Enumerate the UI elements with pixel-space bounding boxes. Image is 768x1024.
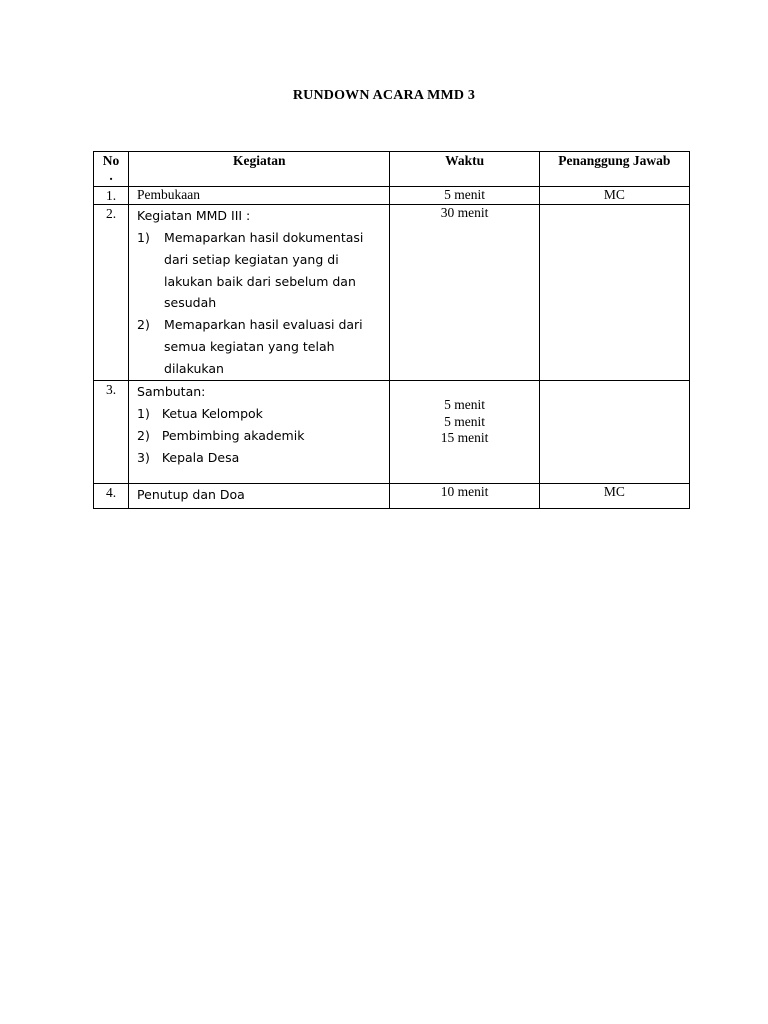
activity-cell: Pembukaan [129, 187, 390, 205]
time-cell: 30 menit [390, 205, 539, 381]
list-text: Ketua Kelompok [161, 406, 263, 421]
list-line: dilakukan [164, 360, 224, 376]
table-row [94, 187, 690, 205]
responsible-cell: MC [539, 187, 689, 205]
responsible-cell: MC [539, 484, 689, 509]
row-number: 4. [94, 484, 129, 509]
list-line: lakukan baik dari sebelum dan [164, 273, 356, 289]
list-line: semua kegiatan yang telah [164, 338, 335, 354]
activity-cell [129, 381, 390, 484]
time-value: 15 menit [440, 430, 489, 445]
list-text [164, 314, 363, 379]
responsible-cell [539, 381, 689, 484]
list-text [164, 227, 363, 314]
list-number: 1) [137, 406, 150, 421]
list-item [137, 425, 389, 447]
list-number: 1) [137, 230, 150, 245]
time-value: 5 menit [444, 413, 486, 429]
list-number: 3) [137, 450, 150, 465]
table-row [94, 205, 690, 381]
list-text: Kepala Desa [161, 450, 240, 465]
row-number: 2. [94, 205, 129, 381]
list-number: 2) [137, 428, 150, 443]
rundown-table [93, 151, 690, 509]
header-kegiatan: Kegiatan [129, 152, 390, 187]
list-item [137, 314, 389, 379]
list-item [137, 447, 389, 469]
row-number: 3. [94, 381, 129, 484]
activity-cell [129, 205, 390, 381]
list-line: sesudah [164, 295, 217, 311]
activity-heading: Sambutan: [137, 384, 206, 399]
list-item [137, 227, 389, 314]
list-line: Memaparkan hasil evaluasi dari [164, 317, 363, 333]
list-line: Memaparkan hasil dokumentasi [164, 230, 364, 245]
document-title: RUNDOWN ACARA MMD 3 [292, 88, 476, 103]
time-cell: 10 menit [390, 484, 539, 509]
activity-heading: Kegiatan MMD III : [137, 208, 251, 223]
time-cell [390, 381, 539, 484]
table-row [94, 484, 690, 509]
list-item [137, 403, 389, 425]
responsible-cell [539, 205, 689, 381]
header-no: No . [94, 152, 129, 187]
table-header-row [94, 152, 690, 187]
table-row [94, 381, 690, 484]
list-number: 2) [137, 317, 150, 333]
list-text: Pembimbing akademik [161, 428, 305, 443]
activity-cell: Penutup dan Doa [129, 484, 390, 509]
header-waktu: Waktu [390, 152, 539, 187]
time-value: 5 menit [444, 397, 486, 412]
time-cell: 5 menit [390, 187, 539, 205]
row-number: 1. [94, 187, 129, 205]
header-penanggung-jawab: Penanggung Jawab [539, 152, 689, 187]
list-line: dari setiap kegiatan yang di [164, 251, 339, 267]
